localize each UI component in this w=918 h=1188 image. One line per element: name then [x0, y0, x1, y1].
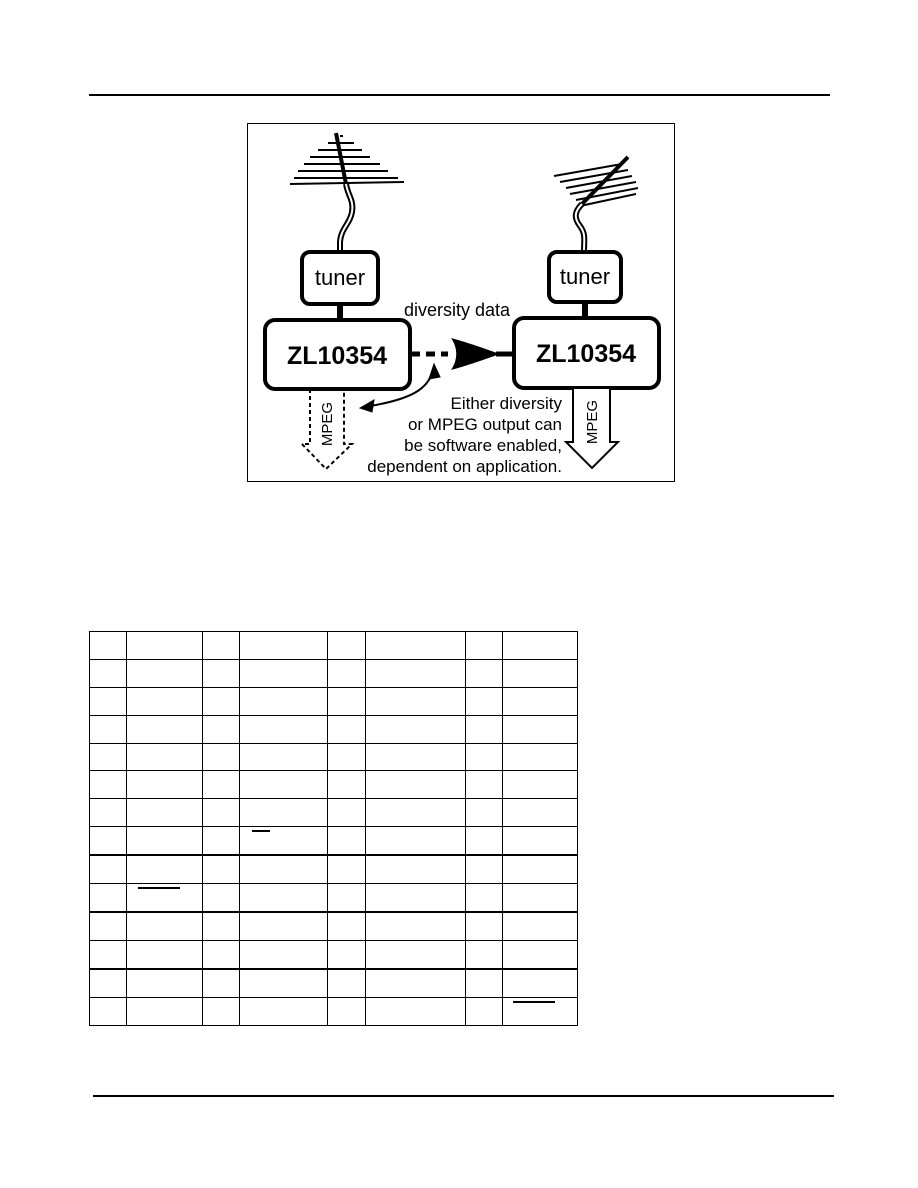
- table-row: [90, 659, 578, 687]
- diversity-data-label: diversity data: [404, 300, 511, 320]
- table-row: [90, 997, 578, 1025]
- right-mpeg-label: MPEG: [584, 399, 601, 445]
- overbar-mark: [138, 887, 180, 889]
- table-row: [90, 884, 578, 912]
- diversity-diagram: [247, 123, 675, 482]
- table-row: [90, 687, 578, 715]
- right-antenna-icon: [554, 157, 638, 252]
- table-row: [90, 855, 578, 883]
- table-row: [90, 969, 578, 997]
- svg-text:be software enabled,: be software enabled,: [404, 436, 562, 455]
- svg-text:or MPEG output can: or MPEG output can: [407, 415, 562, 434]
- table-row: [90, 912, 578, 940]
- pin-table: [89, 631, 578, 1026]
- table-row: [90, 715, 578, 743]
- left-antenna-icon: [290, 133, 404, 252]
- diversity-link-arrow: [411, 338, 514, 370]
- table-row: [90, 743, 578, 771]
- table-row: [90, 771, 578, 799]
- diversity-diagram-svg: [248, 124, 676, 483]
- header-rule: [89, 94, 830, 96]
- table-row: [90, 941, 578, 969]
- left-chip-label: ZL10354: [286, 342, 388, 370]
- left-tuner-label: tuner: [314, 265, 366, 290]
- footer-rule: [93, 1095, 834, 1097]
- table-row: [90, 632, 578, 660]
- left-mpeg-label: MPEG: [319, 401, 336, 447]
- right-tuner-label: tuner: [559, 264, 611, 289]
- table-row: [90, 827, 578, 855]
- overbar-mark: [252, 830, 270, 832]
- svg-text:Either diversity: Either diversity: [450, 394, 562, 413]
- right-chip-label: ZL10354: [535, 340, 637, 368]
- note-text: [367, 394, 562, 476]
- table-row: [90, 799, 578, 827]
- svg-text:dependent on application.: dependent on application.: [367, 457, 562, 476]
- overbar-mark: [513, 1001, 555, 1003]
